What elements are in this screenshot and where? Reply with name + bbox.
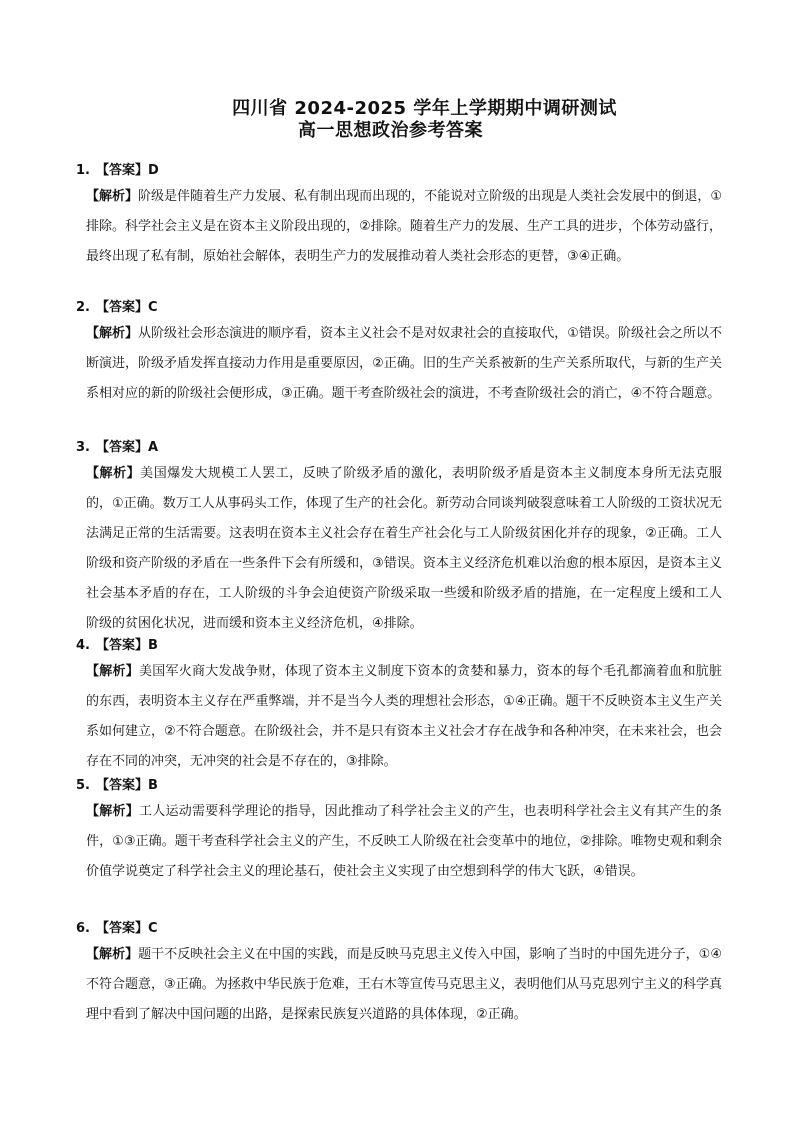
question-number: 4. <box>76 638 90 653</box>
analysis-tag: 【解析】 <box>86 466 141 481</box>
question-item <box>76 918 722 1030</box>
question-answer: 【答案】B <box>95 638 158 653</box>
question-number: 1. <box>76 163 90 178</box>
question-answer: 【答案】D <box>95 163 159 178</box>
question-analysis <box>76 182 722 272</box>
question-number: 3. <box>76 440 90 455</box>
question-answer: 【答案】C <box>95 300 158 315</box>
analysis-text: 美国爆发大规模工人罢工，反映了阶级矛盾的激化，表明阶级矛盾是资本主义制度本身所无法克服的，①正确。数万工人从事码头工作，体现了生产的社会化。新劳动合同谈判破裂意味着工人阶级的工资状况无法满足正常的生活需要。这表明在资本主义社会存在着生产社会化与工人阶级贫困化并存的现象，②正确。工人阶级和资产阶级的矛盾在一些条件下会有所缓和，③错误。资本主义经济危机难以治愈的根本原因，是资本主义社会基本矛盾的存在，工人阶级的斗争会迫使资产阶级采取一些缓和阶级矛盾的措施，在一定程度上缓和工人阶级的贫困化状况，进而缓和资本主义经济危机，④排除。 <box>86 466 722 631</box>
question-answer: 【答案】B <box>95 778 158 793</box>
question-item <box>76 437 722 639</box>
question-item <box>76 297 722 409</box>
question-item <box>76 635 722 777</box>
question-answer: 【答案】C <box>95 921 158 936</box>
question-answer: 【答案】A <box>95 440 159 455</box>
question-header <box>76 635 722 657</box>
question-number: 5. <box>76 778 90 793</box>
question-header <box>76 297 722 319</box>
question-analysis <box>76 940 722 1030</box>
question-item <box>76 160 722 272</box>
question-header <box>76 918 722 940</box>
analysis-text: 从阶级社会形态演进的顺序看，资本主义社会不是对奴隶社会的直接取代，①错误。阶级社会之所以不断演进，阶级矛盾发挥直接动力作用是重要原因，②正确。旧的生产关系被新的生产关系所取代，与新的生产关系相对应的新的阶级社会便形成，③正确。题干考查阶级社会的演进，不考查阶级社会的消亡，④不符合题意。 <box>86 326 722 401</box>
question-header <box>76 437 722 459</box>
question-analysis <box>76 459 722 639</box>
analysis-tag: 【解析】 <box>86 664 140 679</box>
document-subtitle: 高一思想政治参考答案 <box>298 120 483 141</box>
analysis-tag: 【解析】 <box>86 326 139 341</box>
question-number: 6. <box>76 921 90 936</box>
analysis-text: 工人运动需要科学理论的指导，因此推动了科学社会主义的产生，也表明科学社会主义有其产生的条件，①③正确。题干考查科学社会主义的产生，不反映工人阶级在社会变革中的地位，②排除。唯物史观和剩余价值学说奠定了科学社会主义的理论基石，使社会主义实现了由空想到科学的伟大飞跃，④错误。 <box>86 804 722 879</box>
question-analysis <box>76 797 722 887</box>
analysis-text: 题干不反映社会主义在中国的实践，而是反映马克思主义传入中国，影响了当时的中国先进分子，①④不符合题意，③正确。为拯救中华民族于危难，王右木等宣传马克思主义，表明他们从马克思列宁主义的科学真理中看到了解决中国问题的出路，是探索民族复兴道路的具体体现，②正确。 <box>86 947 722 1022</box>
analysis-text: 美国军火商大发战争财，体现了资本主义制度下资本的贪婪和暴力，资本的每个毛孔都滴着血和肮脏的东西，表明资本主义存在严重弊端，并不是当今人类的理想社会形态，①④正确。题干不反映资本主义生产关系如何建立，②不符合题意。在阶级社会，并不是只有资本主义社会才存在战争和各种冲突，在未来社会，也会存在不同的冲突，无冲突的社会是不存在的，③排除。 <box>86 664 722 769</box>
question-item <box>76 775 722 887</box>
analysis-tag: 【解析】 <box>86 189 139 204</box>
question-number: 2. <box>76 300 90 315</box>
document-title: 四川省 2024-2025 学年上学期期中调研测试 <box>232 98 617 119</box>
question-analysis <box>76 657 722 777</box>
question-analysis <box>76 319 722 409</box>
question-header <box>76 160 722 182</box>
question-header <box>76 775 722 797</box>
analysis-text: 阶级是伴随着生产力发展、私有制出现而出现的，不能说对立阶级的出现是人类社会发展中的倒退，①排除。科学社会主义是在资本主义阶段出现的，②排除。随着生产力的发展、生产工具的进步，个体劳动盛行，最终出现了私有制，原始社会解体，表明生产力的发展推动着人类社会形态的更替，③④正确。 <box>86 189 722 264</box>
analysis-tag: 【解析】 <box>86 804 140 819</box>
analysis-tag: 【解析】 <box>86 947 139 962</box>
